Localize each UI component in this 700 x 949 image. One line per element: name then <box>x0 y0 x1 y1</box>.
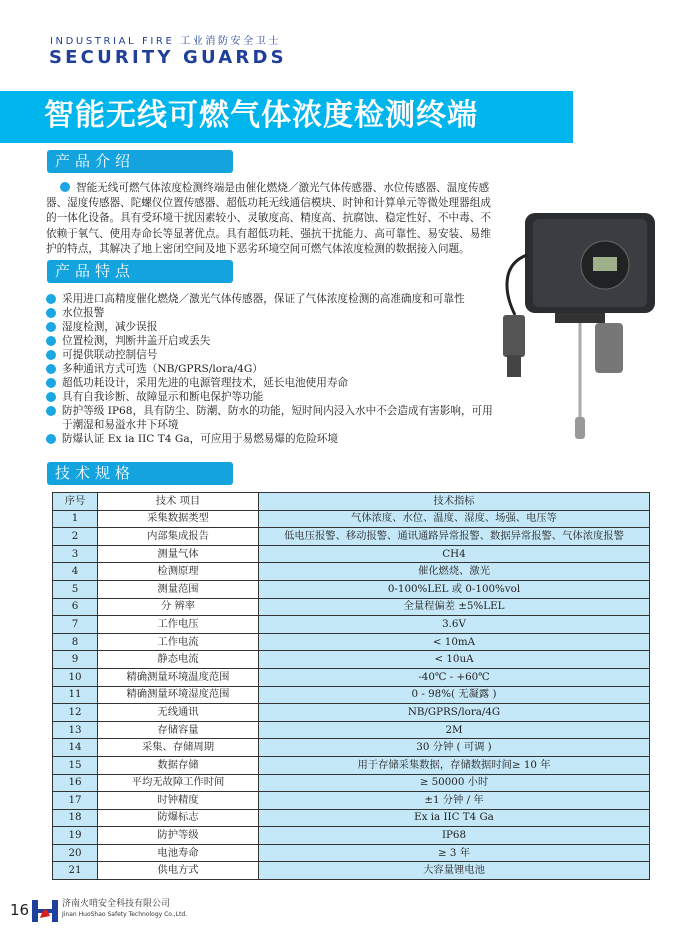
table-cell: 11 <box>53 686 98 704</box>
company-name-cn: 济南火哨安全科技有限公司 <box>62 899 171 909</box>
table-cell: 静态电流 <box>98 651 259 669</box>
table-cell: 工作电流 <box>98 633 259 651</box>
table-cell: 2 <box>53 528 98 546</box>
table-cell: 16 <box>53 774 98 792</box>
feature-text: 超低功耗设计，采用先进的电源管理技术，延长电池使用寿命 <box>62 377 349 389</box>
table-row <box>53 510 650 528</box>
table-cell: 测量气体 <box>98 545 259 563</box>
table-cell: NB/GPRS/lora/4G <box>259 704 650 722</box>
feature-item <box>46 292 494 306</box>
feature-text: 水位报警 <box>62 307 105 319</box>
bullet-icon <box>46 406 56 416</box>
table-row <box>53 598 650 616</box>
table-cell: 精确测量环境湿度范围 <box>98 686 259 704</box>
table-cell: 采集、存储周期 <box>98 739 259 757</box>
table-cell: 9 <box>53 651 98 669</box>
table-cell: ≥ 50000 小时 <box>259 774 650 792</box>
table-cell: 低电压报警、移动报警、通讯通路异常报警、数据异常报警、气体浓度报警 <box>259 528 650 546</box>
table-cell: 17 <box>53 792 98 810</box>
feature-text: 防爆认证 Ex ia IIC T4 Ga，可应用于易燃易爆的危险环境 <box>62 433 338 445</box>
feature-text: 可提供联动控制信号 <box>62 349 158 361</box>
table-row <box>53 668 650 686</box>
table-cell: 3.6V <box>259 616 650 634</box>
table-row <box>53 528 650 546</box>
table-cell: 10 <box>53 668 98 686</box>
company-logo <box>32 900 58 922</box>
section-features-header: 产品特点 <box>47 260 233 283</box>
table-row <box>53 616 650 634</box>
feature-item <box>46 376 494 390</box>
table-cell: 全量程偏差 ±5%LEL <box>259 598 650 616</box>
table-cell: 20 <box>53 844 98 862</box>
table-cell: 12 <box>53 704 98 722</box>
table-row <box>53 580 650 598</box>
table-cell: 1 <box>53 510 98 528</box>
table-cell: ±1 分钟 / 年 <box>259 792 650 810</box>
table-row <box>53 844 650 862</box>
table-row <box>53 563 650 581</box>
feature-item <box>46 348 494 362</box>
table-cell: 13 <box>53 721 98 739</box>
table-cell: < 10uA <box>259 651 650 669</box>
table-row <box>53 774 650 792</box>
brand-line-1: INDUSTRIAL FIRE 工业消防安全卫士 <box>50 36 281 47</box>
table-cell: 检测原理 <box>98 563 259 581</box>
table-cell: 15 <box>53 756 98 774</box>
feature-item <box>46 306 494 320</box>
feature-item <box>46 334 494 348</box>
table-cell: 3 <box>53 545 98 563</box>
table-cell: 2M <box>259 721 650 739</box>
section-intro-header: 产品介绍 <box>47 150 233 173</box>
feature-item <box>46 432 494 446</box>
table-cell: 无线通讯 <box>98 704 259 722</box>
bullet-icon <box>46 350 56 360</box>
table-cell: 18 <box>53 809 98 827</box>
feature-text: 防护等级 IP68，具有防尘、防潮、防水的功能，短时间内浸入水中不会造成有害影响，可用于潮湿和易溢水井下环境 <box>62 405 493 431</box>
table-cell: Ex ia IIC T4 Ga <box>259 809 650 827</box>
table-cell: 测量范围 <box>98 580 259 598</box>
page-title: 智能无线可燃气体浓度检测终端 <box>44 98 478 133</box>
table-cell: 序号 <box>53 493 98 511</box>
bullet-icon <box>46 392 56 402</box>
table-cell: 时钟精度 <box>98 792 259 810</box>
table-cell: 采集数据类型 <box>98 510 259 528</box>
table-cell: 0 - 98%( 无凝露 ) <box>259 686 650 704</box>
table-cell: 用于存储采集数据，存储数据时间≥ 10 年 <box>259 756 650 774</box>
table-cell: 工作电压 <box>98 616 259 634</box>
table-cell: 21 <box>53 862 98 880</box>
table-cell: 19 <box>53 827 98 845</box>
bullet-icon <box>46 364 56 374</box>
table-cell: CH4 <box>259 545 650 563</box>
table-cell: 30 分钟 ( 可调 ) <box>259 739 650 757</box>
table-cell: 4 <box>53 563 98 581</box>
table-cell: IP68 <box>259 827 650 845</box>
bullet-icon <box>46 322 56 332</box>
table-cell: 大容量锂电池 <box>259 862 650 880</box>
table-row <box>53 686 650 704</box>
table-cell: 防爆标志 <box>98 809 259 827</box>
table-row <box>53 721 650 739</box>
table-cell: 防护等级 <box>98 827 259 845</box>
table-row <box>53 862 650 880</box>
bullet-icon <box>60 182 70 192</box>
bullet-icon <box>46 434 56 444</box>
table-cell: 数据存储 <box>98 756 259 774</box>
feature-text: 采用进口高精度催化燃烧／激光气体传感器，保证了气体浓度检测的高准确度和可靠性 <box>62 293 465 305</box>
table-cell: 存储容量 <box>98 721 259 739</box>
product-image <box>495 205 665 455</box>
table-row <box>53 633 650 651</box>
bullet-icon <box>46 336 56 346</box>
feature-item <box>46 390 494 404</box>
section-specs-header: 技术规格 <box>47 462 233 485</box>
table-cell: 供电方式 <box>98 862 259 880</box>
table-cell: 14 <box>53 739 98 757</box>
features-list <box>46 292 494 446</box>
brand-line-2: SECURITY GUARDS <box>49 47 287 68</box>
table-cell: 0-100%LEL 或 0-100%vol <box>259 580 650 598</box>
bullet-icon <box>46 308 56 318</box>
spec-table <box>52 492 650 880</box>
table-row <box>53 827 650 845</box>
table-cell: 技术指标 <box>259 493 650 511</box>
feature-item <box>46 404 494 432</box>
feature-text: 多种通讯方式可选（NB/GPRS/lora/4G） <box>62 363 263 375</box>
table-row <box>53 545 650 563</box>
table-cell: 精确测量环境温度范围 <box>98 668 259 686</box>
table-row <box>53 756 650 774</box>
table-header-row <box>53 493 650 511</box>
bullet-icon <box>46 294 56 304</box>
feature-text: 位置检测，判断井盖开启或丢失 <box>62 335 211 347</box>
table-cell: 催化燃烧、激光 <box>259 563 650 581</box>
table-cell: ≥ 3 年 <box>259 844 650 862</box>
table-cell: 分 辨率 <box>98 598 259 616</box>
table-row <box>53 809 650 827</box>
table-cell: 内部集成报告 <box>98 528 259 546</box>
bullet-icon <box>46 378 56 388</box>
table-cell: 平均无故障工作时间 <box>98 774 259 792</box>
table-cell: 6 <box>53 598 98 616</box>
table-cell: 8 <box>53 633 98 651</box>
table-cell: -40℃ - +60℃ <box>259 668 650 686</box>
table-cell: 7 <box>53 616 98 634</box>
table-row <box>53 739 650 757</box>
feature-text: 湿度检测，减少误报 <box>62 321 158 333</box>
table-row <box>53 651 650 669</box>
page-number: 16 <box>10 901 30 919</box>
feature-item <box>46 320 494 334</box>
company-name-en: Jinan HuoShao Safety Technology Co.,Ltd. <box>62 911 188 918</box>
table-row <box>53 704 650 722</box>
table-row <box>53 792 650 810</box>
table-cell: 电池寿命 <box>98 844 259 862</box>
intro-text: 智能无线可燃气体浓度检测终端是由催化燃烧／激光气体传感器、水位传感器、温度传感器、湿度传感器、陀螺仪位置传感器、超低功耗无线通信模块、时钟和计算单元等微处理器组成的一体化设备。具有受环境干扰因素较小、灵敏度高、精度高、抗腐蚀、稳定性好、不中毒、不依赖于氧气、使用寿命长等显著优点。具有超低功耗、强抗干扰能力、高可靠性、易安装、易维护的特点，其解决了地上密闭空间及地下恶劣环境空间可燃气体浓度检测的数据接入问题。 <box>46 182 491 255</box>
feature-item <box>46 362 494 376</box>
table-cell: 5 <box>53 580 98 598</box>
intro-paragraph <box>46 181 496 257</box>
feature-text: 具有自我诊断、故障显示和断电保护等功能 <box>62 391 264 403</box>
title-bar <box>0 91 573 143</box>
table-cell: < 10mA <box>259 633 650 651</box>
table-cell: 技术 项目 <box>98 493 259 511</box>
table-cell: 气体浓度、水位、温度、湿度、场强、电压等 <box>259 510 650 528</box>
